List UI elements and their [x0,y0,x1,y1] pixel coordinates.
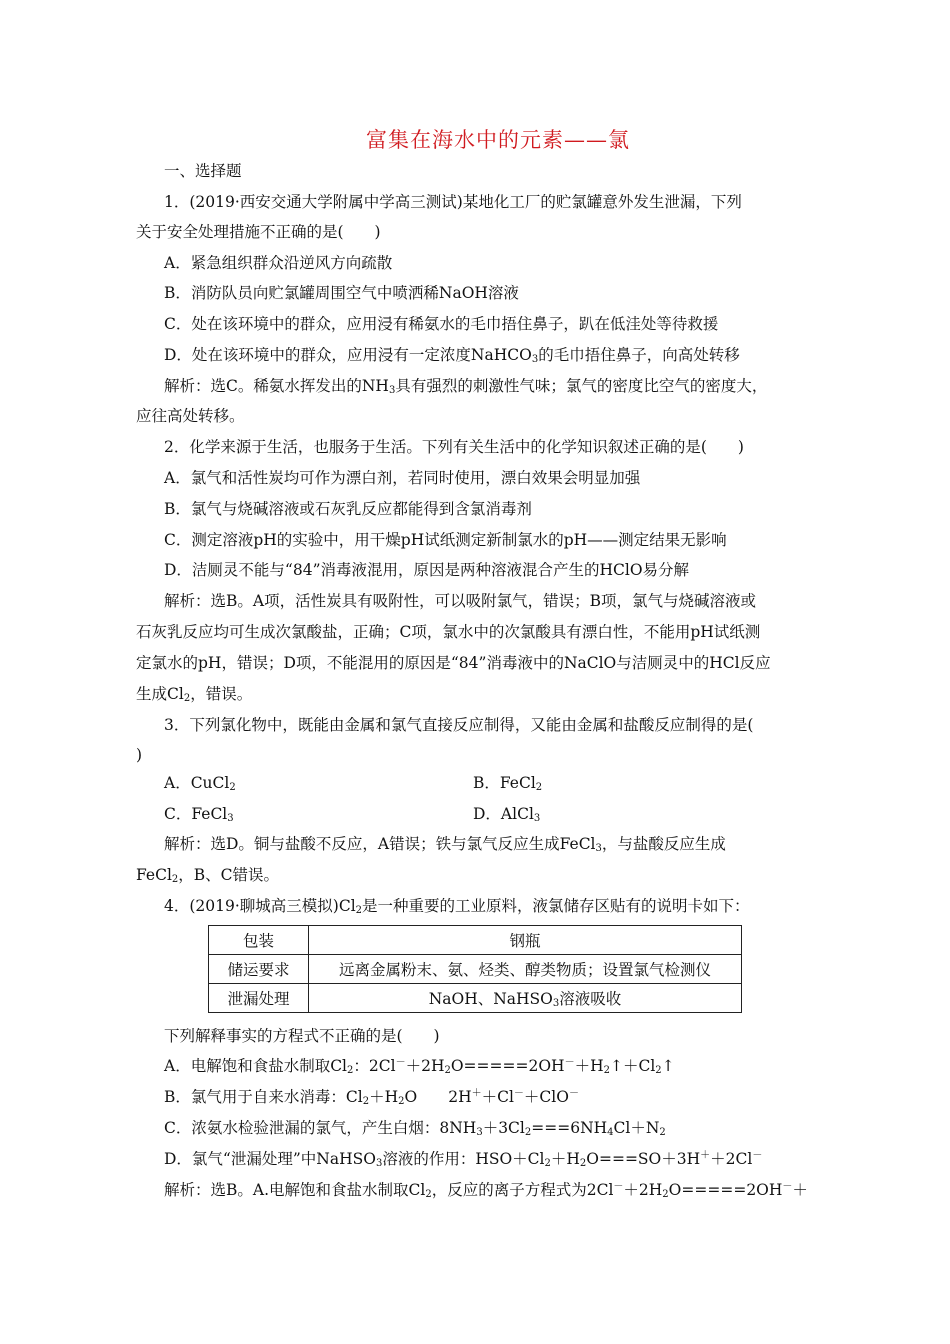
q3-option-a: A．CuCl$_2$ [164,774,236,793]
table-row [209,955,742,984]
q1-stem-line2: 关于安全处理措施不正确的是( ) [136,223,381,241]
q2-option-a: A．氯气和活性炭均可作为漂白剂，若同时使用，漂白效果会明显加强 [164,469,641,487]
q2-answer-line3: 定氯水的pH，错误；D项，不能混用的原因是“84”消毒液中的NaClO与洁厕灵中的HCl反应 [136,654,771,672]
page-title: 富集在海水中的元素——氯 [366,128,630,152]
q2-option-d: D．洁厕灵不能与“84”消毒液混用，原因是两种溶液混合产生的HClO易分解 [164,561,690,579]
q2-answer-line1: 解析：选B。A项，活性炭具有吸附性，可以吸附氯气，错误；B项，氯气与烧碱溶液或 [164,592,756,610]
q4-answer-line1: 解析：选B。A.电解饱和食盐水制取$Cl_2$，反应的离子方程式为$2Cl^-+2H_2O=====2OH^-+$ [164,1181,808,1200]
q4-stem: 4．(2019·聊城高三模拟)$Cl_2$是一种重要的工业原料，液氯储存区贴有的说明卡如下： [164,897,750,916]
q1-option-a: A．紧急组织群众沿逆风方向疏散 [164,254,393,272]
chlorine-info-card-table [208,925,742,1013]
q2-stem: 2．化学来源于生活，也服务于生活。下列有关生活中的化学知识叙述正确的是( ) [164,438,744,456]
q2-answer-line2: 石灰乳反应均可生成次氯酸盐，正确；C项，氯水中的次氯酸具有漂白性，不能用pH试纸测 [136,623,761,641]
q3-answer-line1: 解析：选D。铜与盐酸不反应，A错误；铁与氯气反应生成FeCl$_3$，与盐酸反应生成 [164,835,726,854]
table-cell-packaging-key: 包装 [209,926,309,955]
q1-option-b: B．消防队员向贮氯罐周围空气中喷洒稀NaOH溶液 [164,284,519,302]
table-cell-leak-value: NaOH、NaHSO$_3$溶液吸收 [309,984,742,1013]
q3-stem-line2: ) [136,746,143,764]
q1-answer-line1: 解析：选C。稀氨水挥发出的$NH_3$具有强烈的刺激性气味；氯气的密度比空气的密度大， [164,377,768,396]
q4-option-c: C．浓氨水检验泄漏的氯气，产生白烟：$8NH_3+3Cl_2===6NH_4Cl+N_2$ [164,1119,666,1138]
q2-option-b: B．氯气与烧碱溶液或石灰乳反应都能得到含氯消毒剂 [164,500,532,518]
q4-option-b: B．氯气用于自来水消毒：$Cl_2+H_2O$ 2H＋＋Cl－＋ClO－ [164,1088,579,1107]
table-row [209,984,742,1013]
table-cell-storage-value: 远离金属粉末、氨、烃类、醇类物质；设置氯气检测仪 [309,955,742,984]
table-cell-storage-key: 储运要求 [209,955,309,984]
q3-option-c: C．FeCl$_3$ [164,805,234,824]
section-heading: 一、选择题 [164,162,242,180]
q2-option-c: C．测定溶液pH的实验中，用干燥pH试纸测定新制氯水的pH——测定结果无影响 [164,531,727,549]
q3-stem-line1: 3．下列氯化物中，既能由金属和氯气直接反应制得，又能由金属和盐酸反应制得的是( [164,716,754,734]
q4-option-a: A．电解饱和食盐水制取$Cl_2$：$2Cl^-+2H_2O=====2OH^-+H_2↑+Cl_2↑$ [164,1057,675,1076]
q4-ask: 下列解释事实的方程式不正确的是( ) [164,1027,440,1045]
q1-option-c: C．处在该环境中的群众，应用浸有稀氨水的毛巾捂住鼻子，趴在低洼处等待救援 [164,315,719,333]
table-row [209,926,742,955]
q1-option-d: D．处在该环境中的群众，应用浸有一定浓度NaHCO$_3$的毛巾捂住鼻子，向高处转移 [164,346,740,365]
q1-stem-line1: 1．(2019·西安交通大学附属中学高三测试)某地化工厂的贮氯罐意外发生泄漏，下列 [164,193,742,211]
q2-answer-line4: 生成$Cl_2$，错误。 [136,685,253,704]
table-cell-packaging-value: 钢瓶 [309,926,742,955]
table-cell-leak-key: 泄漏处理 [209,984,309,1013]
q1-answer-line2: 应往高处转移。 [136,407,245,425]
q3-answer-line2: FeCl$_2$，B、C错误。 [136,866,280,885]
q3-option-b: B．FeCl$_2$ [473,774,543,793]
q3-option-d: D．AlCl$_3$ [473,805,541,824]
q4-option-d: D．氯气“泄漏处理”中NaHSO$_3$溶液的作用：$HSO+Cl_2+H_2O===SO+3H^++2Cl^-$ [164,1150,763,1169]
